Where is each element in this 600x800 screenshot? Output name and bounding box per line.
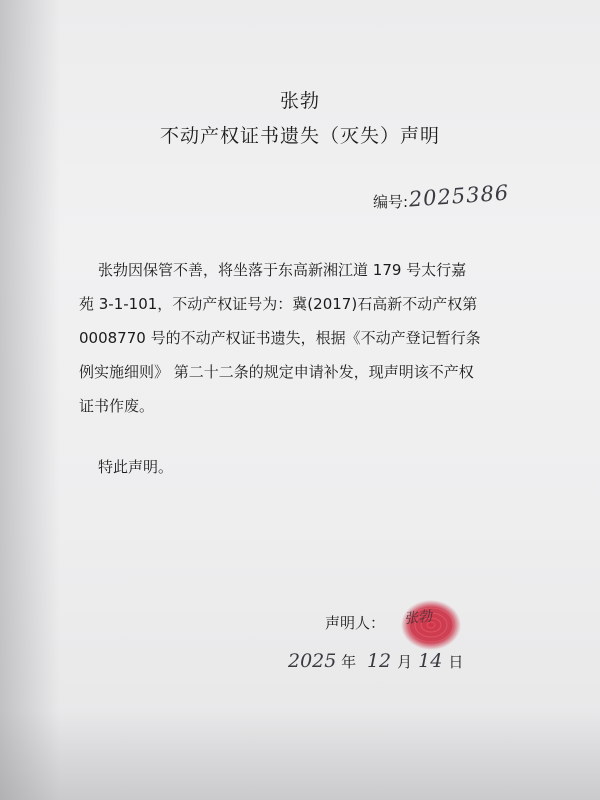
body-line: 张勃因保管不善，将坐落于东高新湘江道 179 号太行嘉	[98, 261, 467, 279]
date-day: 14	[418, 650, 443, 672]
page-edge-shadow	[0, 0, 60, 800]
declaration-body	[79, 253, 518, 423]
body-line: 例实施细则》 第二十二条的规定申请补发，现声明该不产权	[79, 363, 474, 381]
serial-value: 2025386	[408, 180, 511, 212]
serial-number	[373, 180, 511, 212]
signing-date	[288, 650, 463, 672]
handwritten-signature: 张勃	[403, 608, 433, 628]
page-bottom-shadow	[0, 710, 600, 800]
date-day-unit: 日	[448, 653, 464, 671]
date-month: 12	[366, 650, 392, 672]
date-year: 2025	[288, 650, 337, 672]
closing-statement: 特此声明。	[98, 458, 174, 476]
declarant-name-heading: 张勃	[279, 90, 320, 112]
document-title: 不动产权证书遗失（灭失）声明	[159, 125, 440, 147]
serial-label: 编号:	[373, 193, 409, 211]
body-line: 0008770 号的不动产权证书遗失，根据《不动产登记暂行条	[79, 329, 481, 347]
date-month-unit: 月	[397, 653, 413, 671]
declarant-label: 声明人：	[325, 614, 386, 632]
body-line: 苑 3-1-101，不动产权证号为：冀(2017)石高新不动产权第	[79, 295, 478, 313]
body-line: 证书作废。	[79, 397, 155, 415]
date-year-unit: 年	[341, 653, 357, 671]
